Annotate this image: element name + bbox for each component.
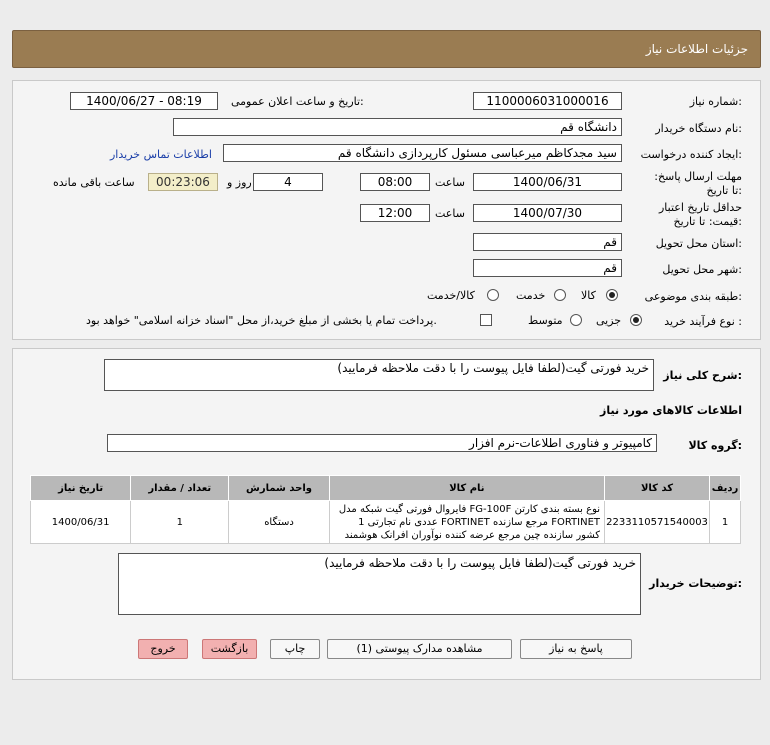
- print-button[interactable]: چاپ: [270, 639, 320, 659]
- buyer-org-field: دانشگاه قم: [173, 118, 622, 136]
- buyer-notes-field: خرید فورتی گیت(لطفا فایل پیوست را با دقت ملاحظه فرمایید): [118, 553, 641, 615]
- validity-hour-label: ساعت: [435, 207, 465, 220]
- validity-label: حداقل تاریخ اعتبار قیمت: تا تاریخ:: [658, 201, 742, 228]
- process-radio-minor[interactable]: [630, 314, 642, 326]
- cell-unit: دستگاه: [229, 501, 329, 544]
- process-label: نوع فرآیند خرید :: [664, 315, 742, 328]
- province-field: قم: [473, 233, 622, 251]
- deadline-date-field: 1400/06/31: [473, 173, 622, 191]
- province-label: استان محل تحویل:: [655, 237, 742, 250]
- table-header-row: [31, 476, 741, 501]
- process-option-medium: متوسط: [528, 314, 563, 327]
- back-button[interactable]: بازگشت: [202, 639, 257, 659]
- goods-name-line-3: کشور سازنده چین مرجع عرضه کننده نوآوران افرانک هوشمند: [344, 529, 601, 541]
- buyer-contact-link[interactable]: اطلاعات تماس خریدار: [110, 148, 212, 161]
- validity-time-field: 12:00: [360, 204, 430, 222]
- goods-name-line-2: 1 عددی نام تجارتی FORTINET مرجع سازنده FORTINET: [358, 516, 601, 528]
- process-option-minor: جزیی: [596, 314, 622, 327]
- category-radio-goods[interactable]: [606, 289, 618, 301]
- validity-date-field: 1400/07/30: [473, 204, 622, 222]
- col-goods-code: کد کالا: [605, 476, 710, 501]
- cell-goods-name: [329, 501, 604, 544]
- col-unit: واحد شمارش: [229, 476, 329, 501]
- remaining-label: ساعت باقی مانده: [53, 176, 135, 189]
- buyer-org-label: نام دستگاه خریدار:: [655, 122, 742, 135]
- goods-group-field: کامپیوتر و فناوری اطلاعات-نرم افزار: [107, 434, 657, 452]
- goods-info-title: اطلاعات کالاهای مورد نیاز: [600, 404, 742, 417]
- cell-quantity: 1: [131, 501, 229, 544]
- requester-label: ایجاد کننده درخواست:: [640, 148, 742, 161]
- treasury-checkbox[interactable]: [480, 314, 492, 326]
- page-header: [12, 30, 761, 68]
- deadline-time-field: 08:00: [360, 173, 430, 191]
- col-row: ردیف: [710, 476, 741, 501]
- category-option-goods: کالا: [581, 289, 596, 302]
- category-radio-service[interactable]: [554, 289, 566, 301]
- col-goods-name: نام کالا: [329, 476, 604, 501]
- reply-button[interactable]: پاسخ به نیاز: [520, 639, 632, 659]
- cell-need-date: 1400/06/31: [31, 501, 131, 544]
- summary-field: خرید فورتی گیت(لطفا فایل پیوست را با دقت ملاحظه فرمایید): [104, 359, 654, 391]
- goods-table: [30, 475, 741, 544]
- table-row: [31, 501, 741, 544]
- days-remaining-field: 4: [253, 173, 323, 191]
- city-label: شهر محل تحویل:: [662, 263, 742, 276]
- page-title: جزئیات اطلاعات نیاز: [645, 42, 748, 56]
- col-quantity: تعداد / مقدار: [131, 476, 229, 501]
- summary-label: شرح کلی نیاز:: [663, 369, 742, 382]
- exit-button[interactable]: خروج: [138, 639, 188, 659]
- view-attachments-button[interactable]: مشاهده مدارک پیوستی (1): [327, 639, 512, 659]
- category-radio-goods-service[interactable]: [487, 289, 499, 301]
- col-need-date: تاریخ نیاز: [31, 476, 131, 501]
- days-label: روز و: [227, 176, 252, 189]
- goods-group-label: گروه کالا:: [688, 439, 742, 452]
- cell-row-number: 1: [710, 501, 741, 544]
- cell-goods-code: 2233110571540003: [605, 501, 710, 544]
- deadline-hour-label: ساعت: [435, 176, 465, 189]
- need-number-label: شماره نیاز:: [689, 95, 742, 108]
- announce-label: تاریخ و ساعت اعلان عمومی:: [231, 95, 364, 108]
- category-option-goods-service: کالا/خدمت: [427, 289, 475, 302]
- category-label: طبقه بندی موضوعی:: [644, 290, 742, 303]
- process-radio-medium[interactable]: [570, 314, 582, 326]
- treasury-note: پرداخت تمام یا بخشی از مبلغ خرید،از محل "اسناد خزانه اسلامی" خواهد بود.: [86, 314, 437, 327]
- announce-field: 1400/06/27 - 08:19: [70, 92, 218, 110]
- buyer-notes-label: توضیحات خریدار:: [649, 577, 742, 590]
- requester-field: سید مجدکاظم میرعباسی مسئول کارپردازی دانشگاه قم: [223, 144, 622, 162]
- remaining-timer: 00:23:06: [148, 173, 218, 191]
- deadline-label: مهلت ارسال پاسخ: تا تاریخ:: [654, 170, 742, 197]
- need-number-field: 1100006031000016: [473, 92, 622, 110]
- category-option-service: خدمت: [516, 289, 546, 302]
- goods-name-line-1: فایروال فورتی گیت شبکه مدل FG-100F نوع بسته بندی کارتن: [338, 503, 601, 515]
- city-field: قم: [473, 259, 622, 277]
